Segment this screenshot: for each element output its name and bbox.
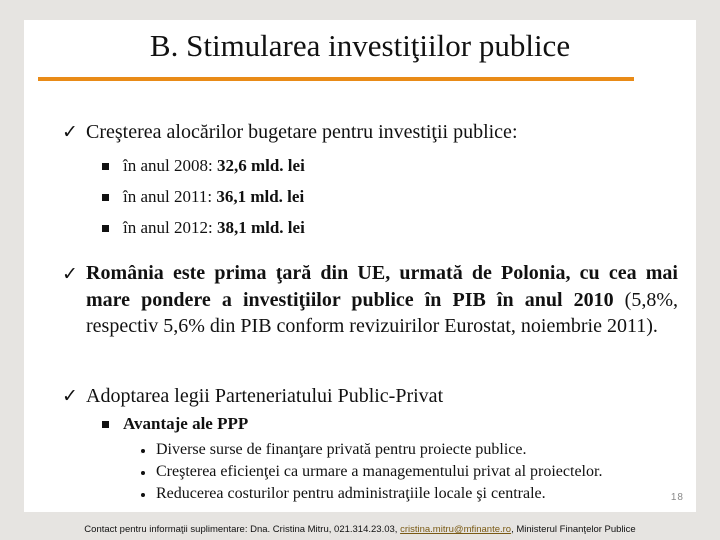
footer-contact xyxy=(0,524,720,535)
round-bullet-icon xyxy=(141,493,145,497)
subitem-2011: în anul 2011: 36,1 mld. lei xyxy=(123,187,305,206)
ppp-bullet-costs: Reducerea costurilor pentru administraţiile locale şi centrale. xyxy=(156,485,546,502)
item-ppp-law: Adoptarea legii Parteneriatului Public-Privat xyxy=(86,385,444,407)
square-bullet-icon xyxy=(102,421,109,428)
square-bullet-icon xyxy=(102,225,109,232)
round-bullet-icon xyxy=(141,471,145,475)
item-budget-allocations: Creşterea alocărilor bugetare pentru investiţii publice: xyxy=(86,121,518,143)
round-bullet-icon xyxy=(141,449,145,453)
square-bullet-icon xyxy=(102,163,109,170)
title-underline-rule xyxy=(38,77,634,81)
ppp-advantages-heading: Avantaje ale PPP xyxy=(123,414,249,433)
page-number: 18 xyxy=(670,492,684,503)
item-romania-ranking: România este prima ţară din UE, urmată de Polonia, cu cea mai mare pondere a investiţiilor publice în PIB în anul 2010 (5,8%, respectiv 5,6% din PIB conform revizuirilor Eurostat, noiembrie 2011). xyxy=(86,262,678,337)
footer-prefix: Contact pentru informaţii suplimentare: Dna. Cristina Mitru, 021.314.23.03, xyxy=(84,524,401,535)
checkmark-icon: ✓ xyxy=(62,121,78,143)
checkmark-icon: ✓ xyxy=(62,263,78,285)
slide-title: B. Stimularea investiţiilor publice xyxy=(149,28,571,63)
footer-email-link[interactable]: cristina.mitru@mfinante.ro xyxy=(400,524,512,535)
checkmark-icon: ✓ xyxy=(62,385,78,407)
square-bullet-icon xyxy=(102,194,109,201)
subitem-2008: în anul 2008: 32,6 mld. lei xyxy=(123,156,305,175)
ppp-bullet-financing: Diverse surse de finanţare privată pentru proiecte publice. xyxy=(156,441,527,458)
subitem-2012: în anul 2012: 38,1 mld. lei xyxy=(123,218,305,237)
ppp-bullet-efficiency: Creşterea eficienţei ca urmare a managementului privat al proiectelor. xyxy=(156,463,603,480)
footer-suffix: , Ministerul Finanţelor Publice xyxy=(511,524,636,535)
